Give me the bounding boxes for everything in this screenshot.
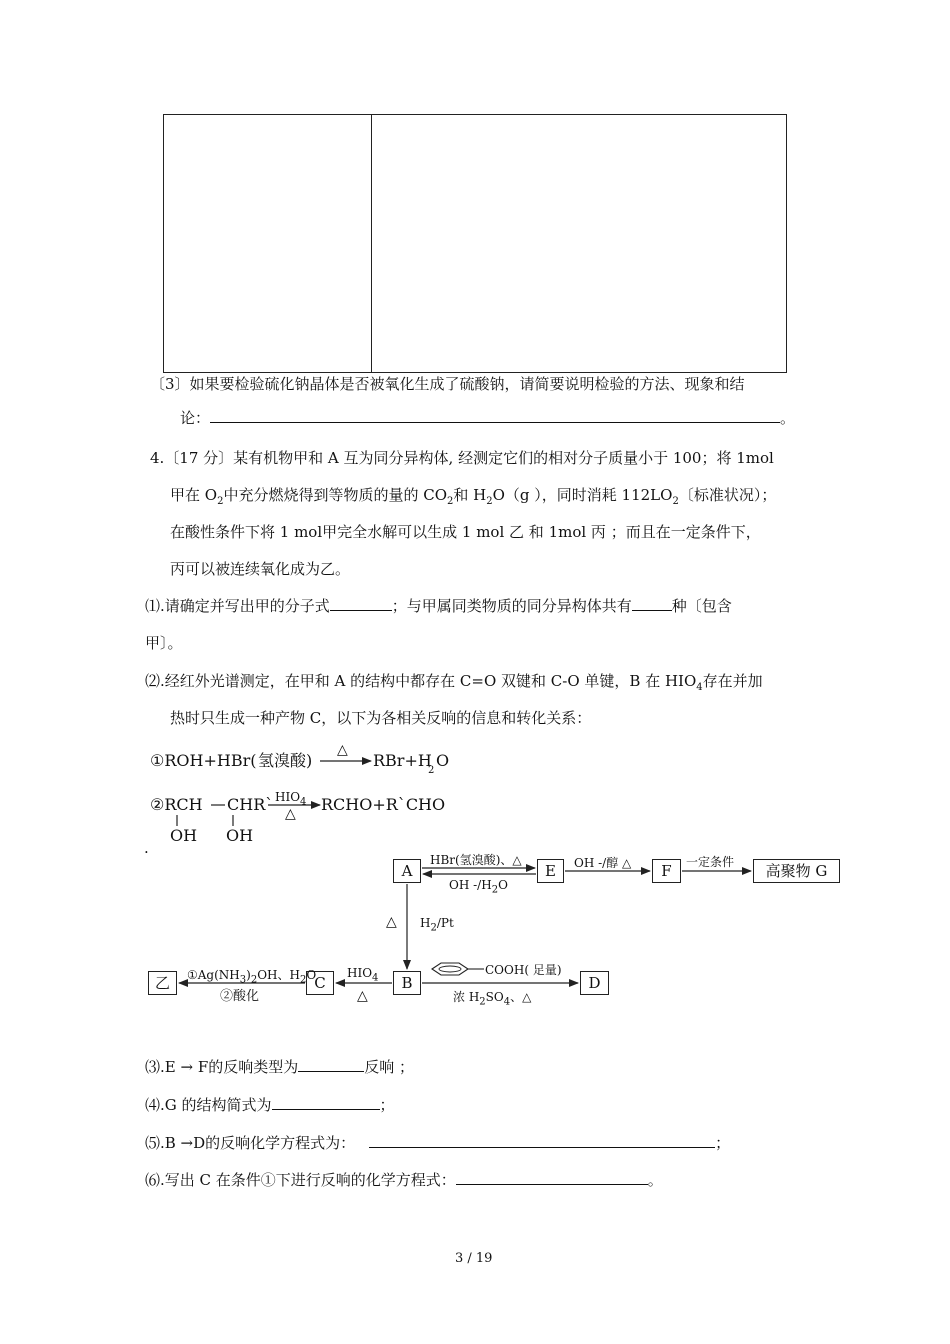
box-F-label: F <box>661 862 672 880</box>
r1-water-o: O <box>436 751 450 770</box>
p2-text-a: ⑵.经红外光谱测定，在甲和 A 的结构中都存在 C=O 双键和 C-O 单键，B 在 HIO <box>145 672 697 690</box>
label-A-B-h: H <box>420 916 431 930</box>
sub-2: 2 <box>672 496 679 507</box>
label-B-C-heat <box>357 989 368 1003</box>
label-A-E-bottom-text: OH -/H <box>449 878 492 892</box>
label-B-C-hio: HIO <box>347 966 373 980</box>
q4-part5 <box>145 1133 730 1153</box>
dot-text: . <box>144 839 149 857</box>
q4-intro-2b: 中充分燃烧得到等物质的量的 CO <box>223 486 447 504</box>
sub-2: 2 <box>299 974 307 986</box>
label-B-D-bottom <box>453 990 531 1008</box>
label-E-F <box>574 856 631 870</box>
q3-text: 〔3〕如果要检验硫化钠晶体是否被氧化生成了硫酸钠，请简要说明检验的方法、现象和结 <box>150 375 745 393</box>
r2-oh2-text: OH <box>226 826 254 845</box>
sub-4: 4 <box>503 996 511 1008</box>
label-A-E-bottom-end: O <box>498 878 508 892</box>
label-A-E-bottom <box>449 878 508 896</box>
p2-text-c: 热时只生成一种产物 C，以下为各相关反响的信息和转化关系： <box>170 709 592 727</box>
q4-intro-2d: O（g ），同时消耗 112LO <box>492 486 673 504</box>
r1-product-text: RBr+H <box>373 751 432 770</box>
box-A-label: A <box>401 862 413 880</box>
r2-rch-text: ②RCH <box>150 795 203 814</box>
sub-2: 2 <box>491 884 499 896</box>
r1-reactants: ①ROH+HBr( <box>150 751 257 770</box>
q3-conclusion-label: 论： <box>180 409 211 427</box>
r2-oh1-text: OH <box>170 826 198 845</box>
label-C-yi-c: OH、H <box>257 968 300 982</box>
sub-2: 2 <box>217 496 224 507</box>
label-C-yi-top <box>187 968 316 986</box>
q3-period: 。 <box>780 409 796 427</box>
sub-4: 4 <box>300 796 307 808</box>
label-C-yi-b: ) <box>246 968 251 982</box>
box-G-label: 高聚物 G <box>765 862 828 880</box>
benzene-ring-icon <box>432 963 484 975</box>
label-B-D-b: SO <box>485 990 504 1004</box>
sub-2: 2 <box>428 765 435 776</box>
label-C-yi-d: O <box>306 968 317 982</box>
p3-text-b: 反响 ； <box>364 1058 415 1076</box>
p6-text-b: 。 <box>647 1171 663 1189</box>
sub-4: 4 <box>696 682 703 693</box>
page-number-text: 3 / 19 <box>455 1251 493 1266</box>
q4-intro-2c: 和 H <box>453 486 487 504</box>
p1-text-b: ；与甲属同类物质的同分异构体共有 <box>391 597 632 615</box>
page-number <box>455 1251 492 1266</box>
sub-2: 2 <box>250 974 258 986</box>
p1-text-c: 种〔包含 <box>671 597 732 615</box>
r2-hio-text: HIO <box>275 790 301 804</box>
box-yi-label: 乙 <box>154 974 170 992</box>
sub-2: 2 <box>486 496 493 507</box>
q4-part3 <box>145 1057 414 1077</box>
q4-intro-text1: 4.〔17 分〕某有机物甲和 A 互为同分异构体, 经测定它们的相对分子质量小于 100；将 1mol <box>150 449 774 467</box>
sub-2: 2 <box>479 996 486 1008</box>
label-C-yi-bottom <box>220 990 259 1004</box>
label-B-D-reagent: COOH( 足量) <box>485 963 562 977</box>
p4-text-b: ； <box>379 1096 395 1114</box>
q4-part4 <box>145 1095 395 1115</box>
label-A-E-top-text: HBr(氢溴酸)、△ <box>430 853 522 867</box>
sub-2: 2 <box>430 922 437 934</box>
q4-intro-2e: 〔标准状况）； <box>678 486 777 504</box>
label-F-G <box>686 855 734 869</box>
label-B-D-top <box>485 963 562 977</box>
reaction-type-blank[interactable] <box>298 1057 364 1072</box>
label-C-yi-acid: ②酸化 <box>220 989 260 1004</box>
heat-icon: △ <box>386 914 397 930</box>
p4-text-a: ⑷.G 的结构简式为 <box>145 1096 272 1114</box>
label-F-G-text: 一定条件 <box>686 855 735 869</box>
box-D-label: D <box>588 974 601 992</box>
sub-4: 4 <box>372 972 379 984</box>
label-A-E-top <box>430 853 522 867</box>
r1-acid-text: 氢溴酸) <box>258 751 313 770</box>
box-C-label: C <box>314 974 326 992</box>
label-A-B-pt: /Pt <box>436 916 454 930</box>
sub-3: 3 <box>239 974 247 986</box>
box-E-label: E <box>545 862 556 880</box>
p5-text-b: ； <box>715 1134 731 1152</box>
structure-blank[interactable] <box>272 1095 380 1110</box>
p1-text-d: 甲〕。 <box>145 634 183 652</box>
q4-part6 <box>145 1170 663 1190</box>
p6-text-a: ⑹.写出 C 在条件①下进行反响的化学方程式： <box>145 1171 456 1189</box>
heat-icon: △ <box>285 806 296 822</box>
r2-product-text: RCHO+R`CHO <box>321 795 446 814</box>
q4-intro-text4: 丙可以被连续氧化成为乙。 <box>170 560 351 578</box>
label-E-F-text: OH -/醇 △ <box>574 856 632 870</box>
q4-intro-text3: 在酸性条件下将 1 mol甲完全水解可以生成 1 mol 乙 和 1mol 丙 ；而且在一定条件下， <box>170 523 761 541</box>
equation-blank-B-D[interactable] <box>369 1133 715 1148</box>
label-B-D-c: 、△ <box>510 990 532 1004</box>
label-B-D-a: 浓 H <box>453 990 480 1004</box>
p5-text-a: ⑸.B →D的反响化学方程式为： <box>145 1134 356 1152</box>
sub-2: 2 <box>447 496 454 507</box>
label-A-B-heat <box>386 915 397 929</box>
p1-text-a: ⑴.请确定并写出甲的分子式 <box>145 597 330 615</box>
label-C-yi-a: ①Ag(NH <box>187 968 240 982</box>
label-B-C-top <box>347 966 378 984</box>
q4-intro-2a: 甲在 O <box>170 486 218 504</box>
p3-text-a: ⑶.E → F的反响类型为 <box>145 1058 299 1076</box>
heat-icon: △ <box>337 742 348 758</box>
heat-icon: △ <box>357 988 368 1004</box>
equation-blank-C[interactable] <box>456 1170 648 1185</box>
r2-chr-text: CHR` <box>227 795 274 814</box>
box-B-label: B <box>401 974 413 992</box>
label-A-B-catalyst <box>420 916 454 934</box>
p2-text-b: 存在并加 <box>702 672 763 690</box>
